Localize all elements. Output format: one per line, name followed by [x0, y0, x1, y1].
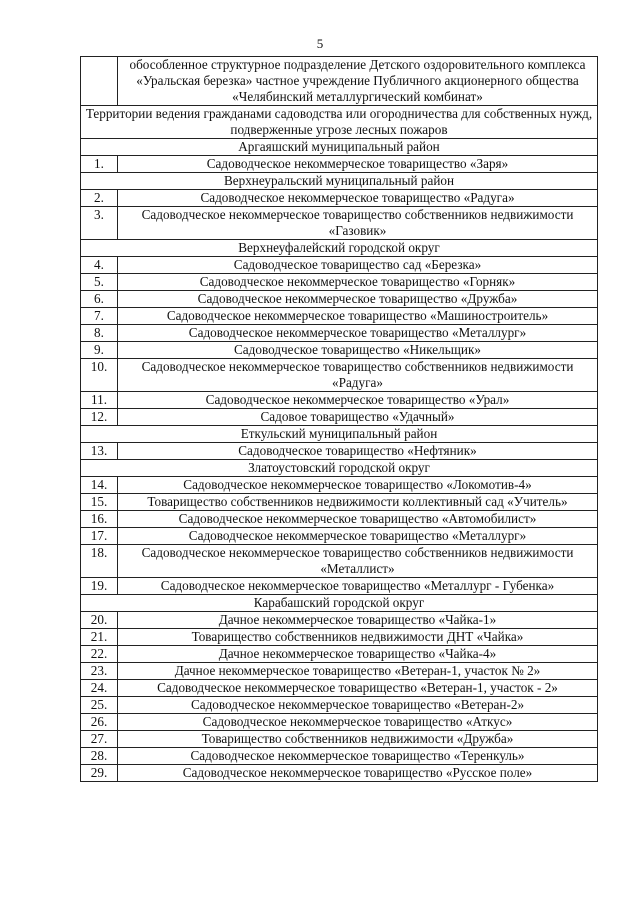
organization-name: Садоводческое некоммерческое товарищество «Радуга» — [118, 190, 598, 207]
table-row — [81, 342, 598, 359]
organization-name: Садовое товарищество «Удачный» — [118, 409, 598, 426]
table-row — [81, 528, 598, 545]
organization-name: Дачное некоммерческое товарищество «Чайка-1» — [118, 612, 598, 629]
organization-name: Садоводческое некоммерческое товарищество «Машиностроитель» — [118, 308, 598, 325]
organization-name: Садоводческое товарищество «Никельщик» — [118, 342, 598, 359]
row-number: 29. — [81, 765, 118, 782]
organization-name: Садоводческое некоммерческое товарищество «Теренкуль» — [118, 748, 598, 765]
row-number: 20. — [81, 612, 118, 629]
table-row — [81, 731, 598, 748]
district-row — [81, 240, 598, 257]
organization-name: Садоводческое некоммерческое товарищество «Металлург - Губенка» — [118, 578, 598, 595]
district-row — [81, 460, 598, 477]
row-number: 13. — [81, 443, 118, 460]
organization-name: Садоводческое товарищество сад «Березка» — [118, 257, 598, 274]
district-name: Верхнеуфалейский городской округ — [81, 240, 598, 257]
organization-name: Садоводческое некоммерческое товарищество «Дружба» — [118, 291, 598, 308]
row-number: 21. — [81, 629, 118, 646]
row-number: 23. — [81, 663, 118, 680]
organization-name: Садоводческое товарищество «Нефтяник» — [118, 443, 598, 460]
row-number: 11. — [81, 392, 118, 409]
organization-name: Товарищество собственников недвижимости «Дружба» — [118, 731, 598, 748]
district-row — [81, 426, 598, 443]
table-row — [81, 680, 598, 697]
row-number: 8. — [81, 325, 118, 342]
table-row — [81, 207, 598, 240]
row-number: 19. — [81, 578, 118, 595]
table-row — [81, 274, 598, 291]
row-number: 26. — [81, 714, 118, 731]
section-title: Территории ведения гражданами садоводства или огородничества для собственных нужд, подверженные угрозе лесных пожаров — [81, 106, 598, 139]
row-number: 15. — [81, 494, 118, 511]
table-row — [81, 257, 598, 274]
table-row — [81, 748, 598, 765]
table-row — [81, 325, 598, 342]
row-number: 2. — [81, 190, 118, 207]
table-row — [81, 308, 598, 325]
row-number: 12. — [81, 409, 118, 426]
row-number: 18. — [81, 545, 118, 578]
district-name: Еткульский муниципальный район — [81, 426, 598, 443]
row-number: 25. — [81, 697, 118, 714]
organization-name: Садоводческое некоммерческое товарищество «Русское поле» — [118, 765, 598, 782]
organization-name: Садоводческое некоммерческое товарищество «Локомотив-4» — [118, 477, 598, 494]
section-title-row — [81, 106, 598, 139]
organization-name: Дачное некоммерческое товарищество «Чайка-4» — [118, 646, 598, 663]
intro-row — [81, 57, 598, 106]
row-number: 3. — [81, 207, 118, 240]
row-number: 28. — [81, 748, 118, 765]
district-name: Карабашский городской округ — [81, 595, 598, 612]
organization-name: Садоводческое некоммерческое товарищество «Ветеран-1, участок - 2» — [118, 680, 598, 697]
row-number: 6. — [81, 291, 118, 308]
table-row — [81, 765, 598, 782]
empty-num-cell — [81, 57, 118, 106]
table-row — [81, 646, 598, 663]
table-row — [81, 190, 598, 207]
district-name: Златоустовский городской округ — [81, 460, 598, 477]
organization-name: Садоводческое некоммерческое товарищество собственников недвижимости «Радуга» — [118, 359, 598, 392]
table-row — [81, 409, 598, 426]
table-row — [81, 612, 598, 629]
page-number: 5 — [316, 36, 324, 51]
organization-name: Товарищество собственников недвижимости ДНТ «Чайка» — [118, 629, 598, 646]
table-row — [81, 511, 598, 528]
table-row — [81, 443, 598, 460]
table-row — [81, 629, 598, 646]
organization-name: Садоводческое некоммерческое товарищество собственников недвижимости «Газовик» — [118, 207, 598, 240]
table-row — [81, 663, 598, 680]
row-number: 27. — [81, 731, 118, 748]
row-number: 17. — [81, 528, 118, 545]
organization-name: Садоводческое некоммерческое товарищество «Ветеран-2» — [118, 697, 598, 714]
row-number: 5. — [81, 274, 118, 291]
table-row — [81, 156, 598, 173]
table-row — [81, 291, 598, 308]
table-row — [81, 359, 598, 392]
row-number: 16. — [81, 511, 118, 528]
table-row — [81, 714, 598, 731]
organization-name: Дачное некоммерческое товарищество «Ветеран-1, участок № 2» — [118, 663, 598, 680]
row-number: 9. — [81, 342, 118, 359]
table-row — [81, 578, 598, 595]
district-row — [81, 595, 598, 612]
territory-table — [80, 56, 598, 782]
row-number: 14. — [81, 477, 118, 494]
row-number: 22. — [81, 646, 118, 663]
table-row — [81, 392, 598, 409]
intro-text: обособленное структурное подразделение Детского оздоровительного комплекса «Уральская березка» частное учреждение Публичного акционерного общества «Челябинский металлургический комбинат» — [118, 57, 598, 106]
organization-name: Садоводческое некоммерческое товарищество «Аткус» — [118, 714, 598, 731]
organization-name: Садоводческое некоммерческое товарищество собственников недвижимости «Металлист» — [118, 545, 598, 578]
organization-name: Садоводческое некоммерческое товарищество «Металлург» — [118, 325, 598, 342]
table-row — [81, 545, 598, 578]
organization-name: Садоводческое некоммерческое товарищество «Урал» — [118, 392, 598, 409]
district-row — [81, 139, 598, 156]
district-row — [81, 173, 598, 190]
row-number: 10. — [81, 359, 118, 392]
row-number: 1. — [81, 156, 118, 173]
table-row — [81, 697, 598, 714]
table-row — [81, 477, 598, 494]
row-number: 4. — [81, 257, 118, 274]
organization-name: Товарищество собственников недвижимости коллективный сад «Учитель» — [118, 494, 598, 511]
organization-name: Садоводческое некоммерческое товарищество «Автомобилист» — [118, 511, 598, 528]
table-row — [81, 494, 598, 511]
organization-name: Садоводческое некоммерческое товарищество «Горняк» — [118, 274, 598, 291]
table-body — [81, 57, 598, 782]
organization-name: Садоводческое некоммерческое товарищество «Металлург» — [118, 528, 598, 545]
district-name: Аргаяшский муниципальный район — [81, 139, 598, 156]
organization-name: Садоводческое некоммерческое товарищество «Заря» — [118, 156, 598, 173]
row-number: 7. — [81, 308, 118, 325]
row-number: 24. — [81, 680, 118, 697]
district-name: Верхнеуральский муниципальный район — [81, 173, 598, 190]
